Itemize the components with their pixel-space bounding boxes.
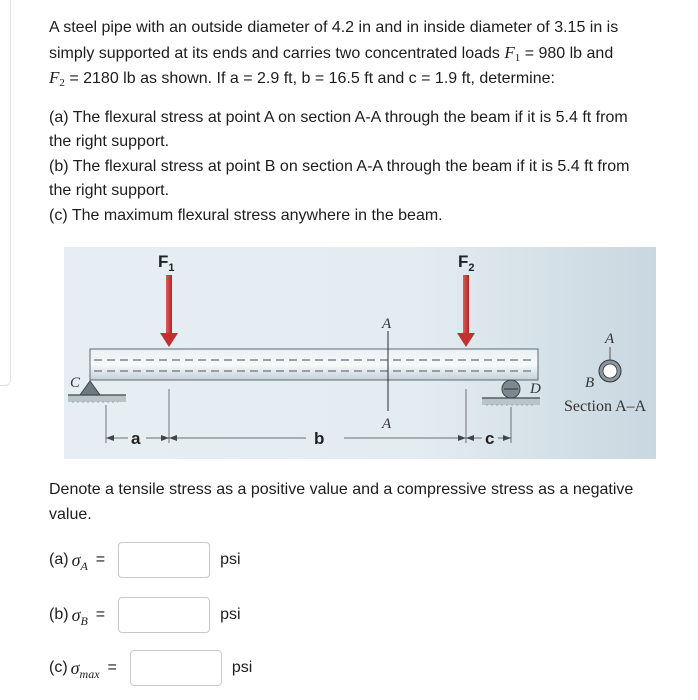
pipe-beam (90, 349, 538, 380)
point-label-b: B (585, 375, 595, 391)
cross-section-label-a: A (605, 331, 615, 347)
unit-label-c: psi (231, 659, 253, 676)
answer-row-a (49, 542, 241, 578)
sigma-a-input[interactable] (118, 542, 210, 578)
f2-symbol: $F_2$ (49, 68, 65, 89)
load-label-f1: $F_1$ (158, 252, 175, 274)
dimension-label-a: a (131, 429, 141, 448)
answer-label-b: (b) $\sigma_B$ = (49, 604, 106, 628)
sign-convention-note: Denote a tensile stress as a positive value and a compressive stress as a negative value. (49, 481, 634, 523)
intro-text: A steel pipe with an outside diameter of 4.2 in and in inside diameter of 3.15 in is simply supported at its ends and carries two concentrated loads $F_1 = 980$ lb and $F_2 = 2180$ lb as shown. If a = 2.9 ft, b = 16.5 ft and c = 1.9 ft, determine: (49, 19, 619, 89)
support-label-d: D (530, 381, 541, 397)
f1-symbol: $F_1$ (504, 42, 521, 64)
problem-statement (49, 16, 685, 228)
dimension-label-b: b (314, 429, 325, 448)
answer-label-c: (c) $\sigma_{max}$ = (49, 657, 117, 681)
load-label-f2: $F_2$ (458, 252, 475, 274)
section-label-top: A (382, 316, 392, 332)
section-caption: Section A–A (564, 398, 647, 415)
part-c-text: (c) The maximum flexural stress anywhere in the beam. (49, 206, 443, 224)
previous-card-edge (0, 0, 11, 386)
beam-diagram (64, 247, 656, 459)
part-a-text: (a) The flexural stress at point A on section A-A through the beam if it is 5.4 ft from the right support. (49, 108, 628, 150)
support-label-c: C (70, 375, 81, 391)
answer-row-c (49, 650, 252, 686)
part-b-text: (b) The flexural stress at point B on section A-A through the beam if it is 5.4 ft from the right support. (49, 157, 630, 199)
answer-label-a: (a) $\sigma_A$ = (49, 549, 106, 573)
question-parts (49, 106, 685, 229)
pipe-cross-section (599, 360, 621, 382)
dimension-label-c: c (485, 429, 495, 448)
unit-label-a: psi (220, 551, 241, 568)
answer-row-b (49, 597, 241, 633)
sigma-max-input[interactable] (130, 650, 222, 686)
sigma-b-input[interactable] (118, 597, 210, 633)
section-label-bottom: A (382, 416, 392, 432)
unit-label-b: psi (220, 606, 241, 623)
